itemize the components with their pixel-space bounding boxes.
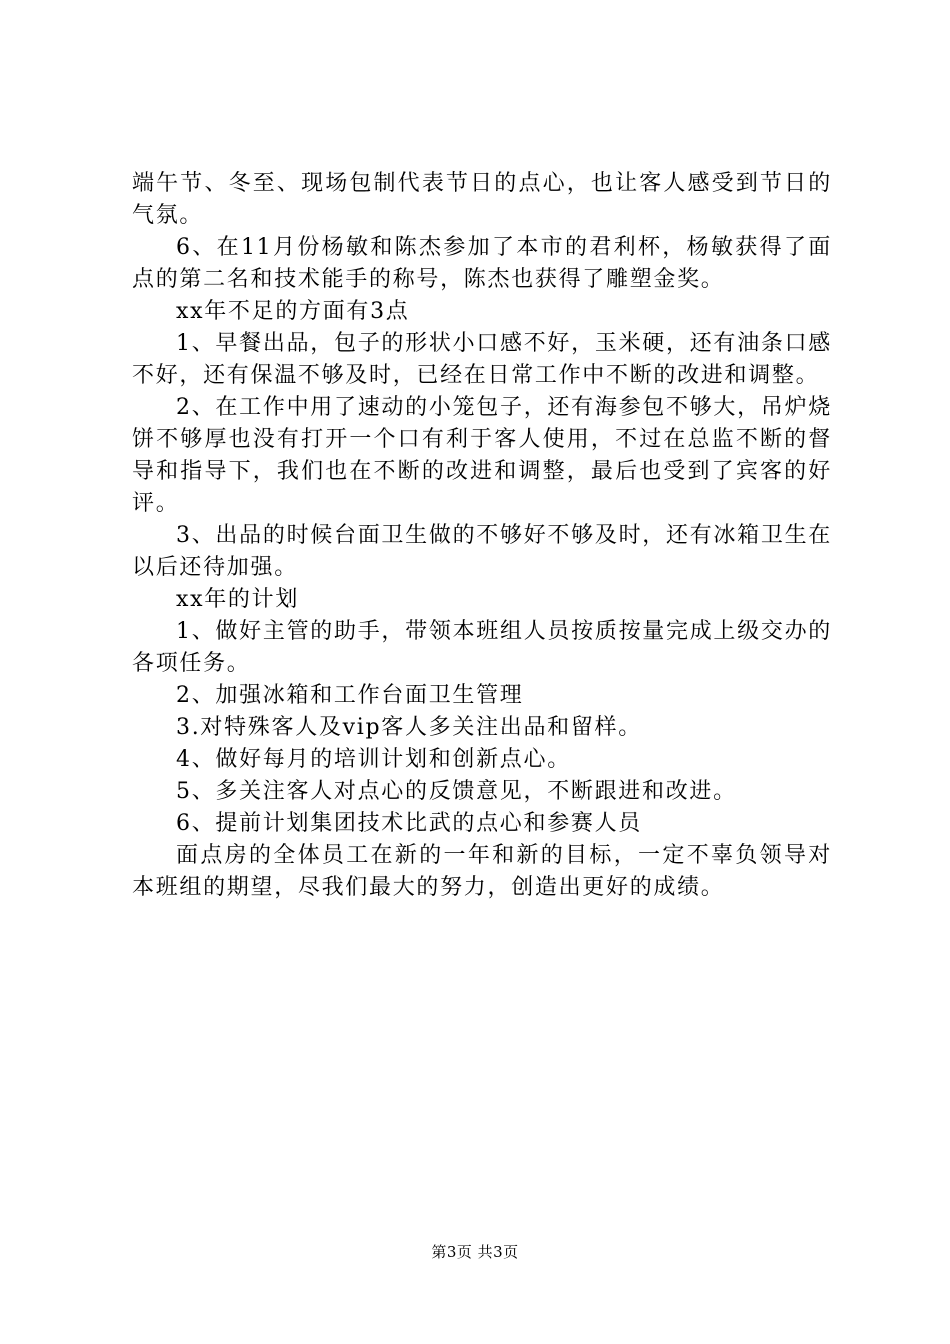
paragraph-plan-2: 2、加强冰箱和工作台面卫生管理 [176,683,524,708]
paragraph-2: 6、在11月份杨敏和陈杰参加了本市的君利杯，杨敏获得了面点的第二名和技术能手的称号，陈杰也获得了雕塑金奖。 [132,235,832,292]
section-heading-plan: xx年的计划 [176,587,300,612]
paragraph-closing: 面点房的全体员工在新的一年和新的目标，一定不辜负领导对本班组的期望，尽我们最大的努力，创造出更好的成绩。 [132,843,832,900]
paragraph-plan-3: 3.对特殊客人及vip客人多关注出品和留样。 [176,715,642,740]
section-heading-shortcomings: xx年不足的方面有3点 [176,299,410,324]
document-body [132,168,832,904]
paragraph-shortcoming-3: 3、出品的时候台面卫生做的不够好不够及时，还有冰箱卫生在以后还待加强。 [132,523,832,580]
paragraph-plan-4: 4、做好每月的培训计划和创新点心。 [176,747,571,772]
page-footer: 第3页 共3页 [431,1243,519,1261]
paragraph-1: 端午节、冬至、现场包制代表节日的点心，也让客人感受到节日的气氛。 [132,171,832,228]
paragraph-shortcoming-1: 1、早餐出品，包子的形状小口感不好，玉米硬，还有油条口感不好，还有保温不够及时，已经在日常工作中不断的改进和调整。 [132,331,832,388]
paragraph-plan-6: 6、提前计划集团技术比武的点心和参赛人员 [176,811,642,836]
paragraph-plan-1: 1、做好主管的助手，带领本班组人员按质按量完成上级交办的各项任务。 [132,619,832,676]
paragraph-shortcoming-2: 2、在工作中用了速动的小笼包子，还有海参包不够大，吊炉烧饼不够厚也没有打开一个口有利于客人使用，不过在总监不断的督导和指导下，我们也在不断的改进和调整，最后也受到了宾客的好评。 [132,395,832,516]
paragraph-plan-5: 5、多关注客人对点心的反馈意见，不断跟进和改进。 [176,779,737,804]
